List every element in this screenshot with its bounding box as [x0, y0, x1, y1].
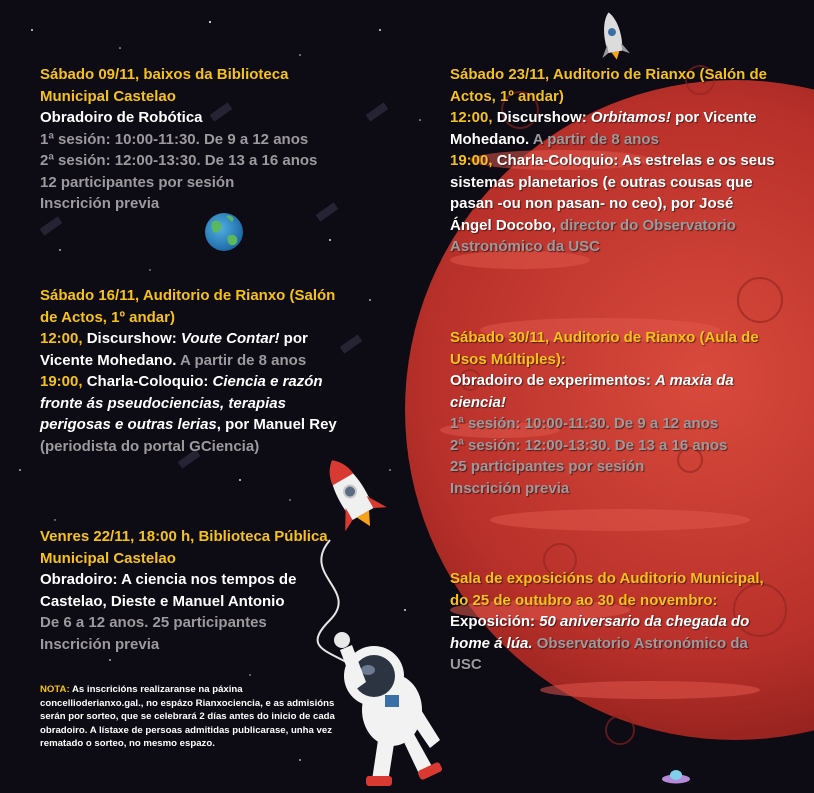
event-age: De 6 a 12 anos. 25 participantes — [40, 614, 267, 631]
event-session-1: 1ª sesión: 10:00-11:30. De 9 a 12 anos — [450, 415, 719, 432]
event-registration: Inscrición previa — [450, 479, 570, 497]
event-title-prefix: Obradoiro de experimentos: — [450, 372, 656, 389]
note-label: NOTA: — [40, 684, 70, 695]
talk-2-role: (periodista do portal GCiencia) — [40, 437, 260, 455]
event-title: Obradoiro de Robótica — [40, 109, 203, 126]
event-heading: Sábado 09/11, baixos da Biblioteca Municipal Castelao — [40, 66, 289, 105]
earth-icon — [205, 213, 243, 251]
talk-1-speaker: por Vicente Mohedano. — [450, 109, 757, 148]
event-heading: Sala de exposicións do Auditorio Municipal, do 25 de outubro ao 30 de novembro: — [450, 570, 764, 609]
event-title-italic: A maxia da ciencia! — [450, 372, 734, 411]
event-title-italic: 50 aniversario da chegada do home á lúa. — [450, 613, 750, 652]
talk-2-speaker: , por Manuel Rey — [216, 416, 337, 433]
talk-1-prefix: Discurshow: — [82, 330, 181, 347]
event-organizer: Observatorio Astronómico da USC — [450, 634, 748, 673]
event-session-2: 2ª sesión: 12:00-13:30. De 13 a 16 anos — [450, 436, 728, 454]
event-16-11 — [40, 285, 356, 457]
event-30-11 — [450, 327, 775, 499]
talk-1-age: A partir de 8 anos — [529, 130, 659, 148]
event-participants: 25 participantes por sesión — [450, 458, 645, 475]
talk-1-age: A partir de 8 anos — [176, 351, 307, 369]
exhibition — [450, 568, 775, 676]
event-registration: Inscrición previa — [40, 195, 160, 212]
event-participants: 12 participantes por sesión — [40, 173, 235, 191]
event-time-2: 19:00, — [40, 373, 83, 390]
event-registration: Inscrición previa — [40, 635, 160, 653]
event-session-2: 2ª sesión: 12:00-13:30. De 13 a 16 anos — [40, 152, 318, 169]
talk-1-title: Orbitamos! — [590, 109, 671, 126]
event-22-11 — [40, 526, 356, 655]
talk-2-text: Charla-Coloquio: As estrelas e os seus sistemas planetarios (e outras cousas que pasan -ou non pasan- no ceo), por José Ángel Docobo, — [450, 152, 775, 234]
event-time-1: 12:00, — [40, 330, 83, 347]
talk-1-speaker: por Vicente Mohedano. — [40, 330, 308, 369]
event-title: Obradoiro: A ciencia nos tempos de Castelao, Dieste e Manuel Antonio — [40, 571, 297, 610]
talk-1-prefix: Discurshow: — [492, 109, 591, 126]
talk-2-role: director do Observatorio Astronómico da USC — [450, 216, 736, 255]
registration-note — [40, 683, 340, 751]
event-heading: Venres 22/11, 18:00 h, Biblioteca Pública Municipal Castelao — [40, 528, 328, 567]
event-time-2: 19:00, — [450, 152, 493, 169]
event-09-11 — [40, 64, 340, 215]
note-text: As inscricións realizaranse na páxina concellioderianxo.gal., no espazo Rianxociencia, e as admisións serán por sorteo, que se celebrará 2 días antes do inicio de cada obradoiro. A lístaxe de persoas admitidas publicarase, unha vez rematado o sorteo, no mesmo espazo. — [40, 684, 335, 750]
event-heading: Sábado 16/11, Auditorio de Rianxo (Salón de Actos, 1º andar) — [40, 287, 336, 326]
talk-2-prefix: Charla-Coloquio: — [82, 373, 213, 390]
talk-2-title: Ciencia e razón fronte ás pseudociencias, terapias perigosas e outras lerias — [40, 373, 323, 433]
talk-1-title: Voute Contar! — [180, 330, 280, 347]
event-heading: Sábado 23/11, Auditorio de Rianxo (Salón de Actos, 1º andar) — [450, 66, 768, 105]
event-heading: Sábado 30/11, Auditorio de Rianxo (Aula de Usos Múltiples): — [450, 329, 759, 368]
event-session-1: 1ª sesión: 10:00-11:30. De 9 a 12 anos — [40, 130, 309, 148]
event-title-prefix: Exposición: — [450, 613, 540, 630]
event-23-11 — [450, 64, 775, 258]
event-time-1: 12:00, — [450, 109, 493, 126]
